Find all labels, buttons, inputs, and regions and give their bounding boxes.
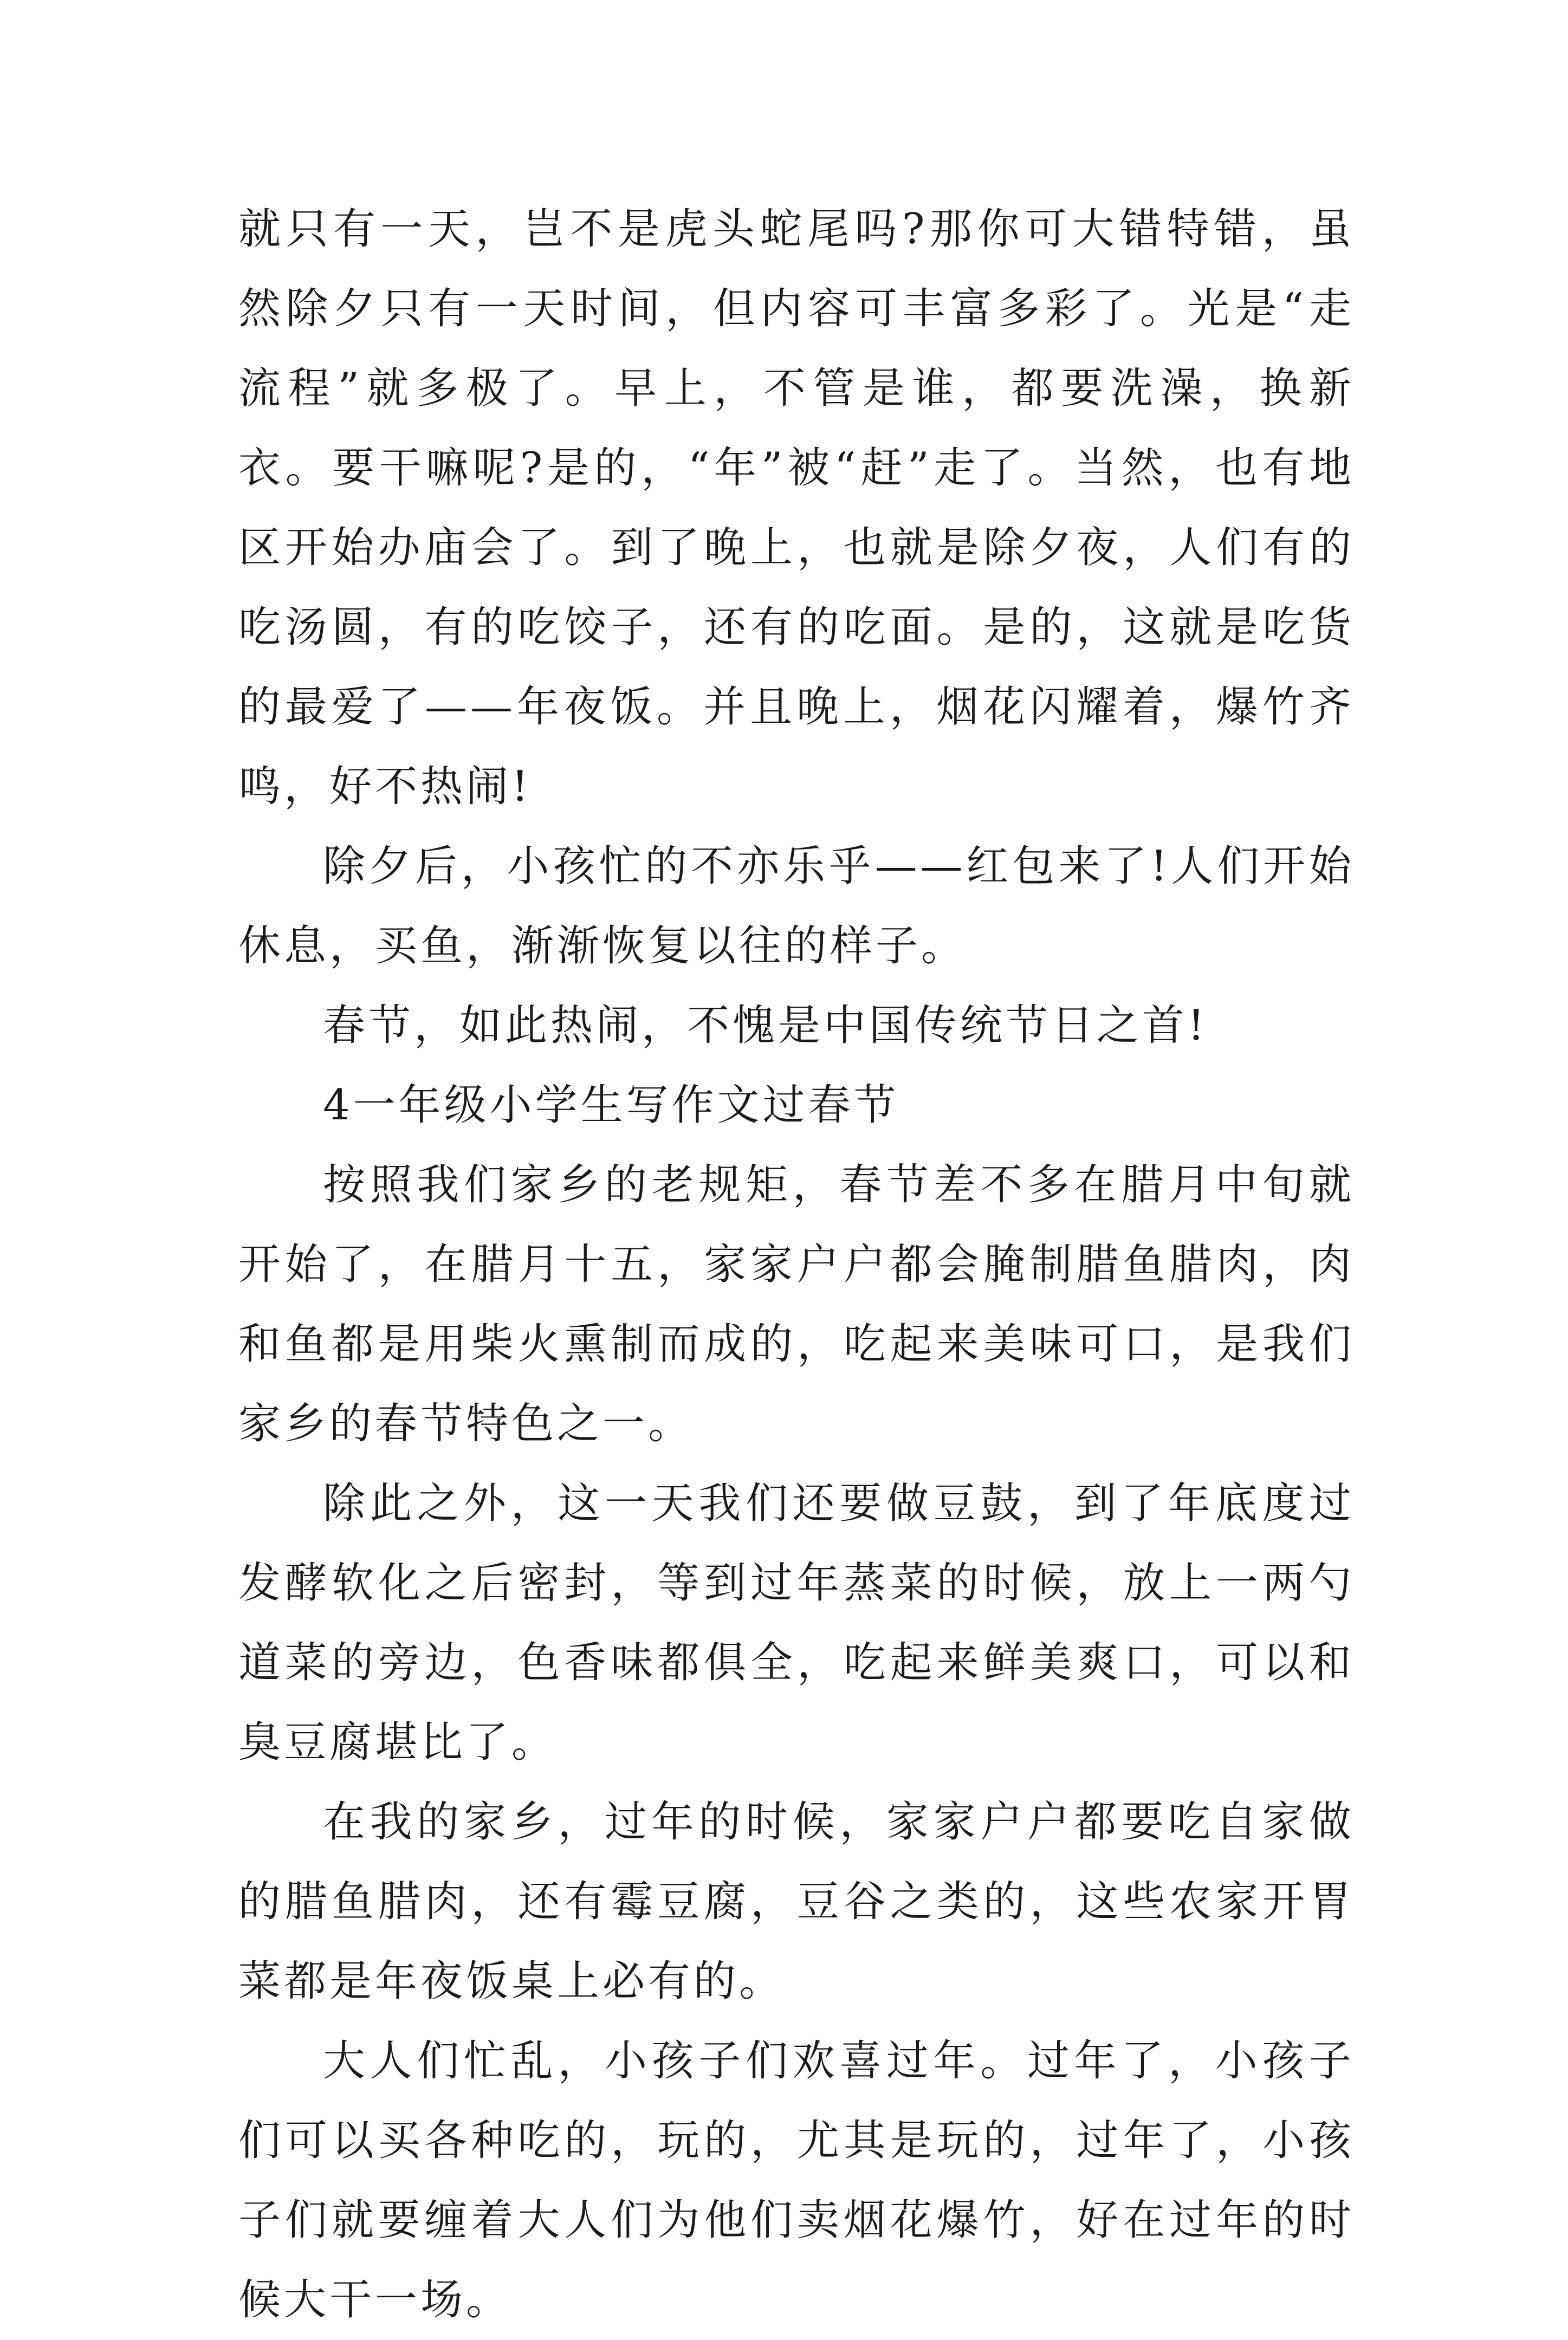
- paragraph: 按照我们家乡的老规矩，春节差不多在腊月中旬就开始了，在腊月十五，家家户户都会腌制腊鱼腊肉，肉和鱼都是用柴火熏制而成的，吃起来美味可口，是我们家乡的春节特色之一。: [238, 1161, 1355, 1448]
- paragraph: 就只有一天，岂不是虎头蛇尾吗?那你可大错特错，虽然除夕只有一天时间，但内容可丰富多彩了。光是“走流程”就多极了。早上，不管是谁，都要洗澡，换新衣。要干嘛呢?是的，“年”被“赶”走了。当然，也有地区开始办庙会了。到了晚上，也就是除夕夜，人们有的吃汤圆，有的吃饺子，还有的吃面。是的，这就是吃货的最爱了——年夜饭。并且晚上，烟花闪耀着，爆竹齐鸣，好不热闹!: [238, 205, 1355, 811]
- paragraph: 春节，如此热闹，不愧是中国传统节日之首!: [323, 1001, 1208, 1050]
- article-body: [238, 190, 1355, 2340]
- section-heading: 4一年级小学生写作文过春节: [323, 1081, 899, 1130]
- paragraph: 大人们忙乱，小孩子们欢喜过年。过年了，小孩子们可以买各种吃的，玩的，尤其是玩的，过年了，小孩子们就要缠着大人们为他们卖烟花爆竹，好在过年的时候大干一场。: [238, 2037, 1355, 2324]
- paragraph: 在我的家乡，过年的时候，家家户户都要吃自家做的腊鱼腊肉，还有霉豆腐，豆谷之类的，这些农家开胃菜都是年夜饭桌上必有的。: [238, 1798, 1355, 2006]
- paragraph: 除此之外，这一天我们还要做豆鼓，到了年底度过发酵软化之后密封，等到过年蒸菜的时候，放上一两勺道菜的旁边，色香味都俱全，吃起来鲜美爽口，可以和臭豆腐堪比了。: [238, 1479, 1355, 1767]
- paragraph: 除夕后，小孩忙的不亦乐乎——红包来了!人们开始休息，买鱼，渐渐恢复以往的样子。: [238, 842, 1355, 970]
